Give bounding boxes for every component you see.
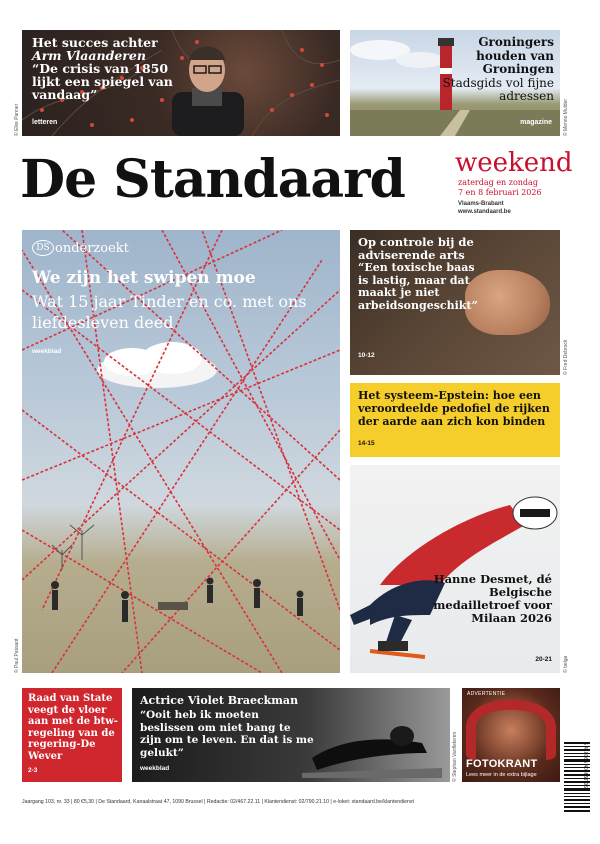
date-line-1: zaterdag en zondag [458,178,538,187]
region-info [458,200,511,216]
fotokrant-title: FOTOKRANT [466,758,538,770]
teaser-title: Actrice Violet Braeckman [140,694,299,707]
teaser-title [32,36,197,101]
teaser-title-text: Groningers houden van Groningen [476,35,554,76]
teaser-adviserende-arts[interactable] [350,230,560,375]
teaser-arm-vlaanderen[interactable] [22,30,340,136]
photo-credit: © Menno Mulder [563,98,569,136]
main-feature-tinder[interactable] [22,230,340,673]
main-subheadline: Wat 15 jaar Tinder en co. met ons liefdesleven deed [32,292,307,332]
teaser-name: Arm Vlaanderen [32,48,146,63]
advertisement-label: ADVERTENTIE [467,691,506,697]
teaser-title: Op controle bij de adviserende arts [358,235,474,262]
teaser-raad-van-state[interactable] [22,688,122,782]
edition-label: weekend [455,148,573,178]
date-line-2: 7 en 8 februari 2026 [458,187,542,197]
teaser-title-text: Het succes achter [32,35,158,50]
section-tag: letteren [32,119,58,126]
section-tag: weekblad [140,765,170,772]
reclining-woman-photo [302,708,442,778]
speed-skater-photo [350,465,560,673]
teaser-quote: “Een toxische baas is lastig, maar dat maakt je niet arbeidsongeschikt” [358,261,478,312]
ds-logo-icon: DS [32,240,54,256]
section-tag: magazine [520,119,552,126]
photo-credit: © Paul Passant [14,638,20,673]
teaser-title: Het systeem-Epstein: hoe een veroordeelde pedofiel de rijken der aarde aan zich kon binden [358,389,550,428]
page-ref: 20-21 [535,656,552,663]
teaser-title: Hanne Desmet, dé Belgische medailletroef voor Milaan 2026 [433,572,552,625]
newspaper-logo: De Standaard [20,149,405,210]
section-tag: weekblad [32,348,62,355]
photo-credit: © Stephan Vanfleteren [452,731,458,782]
teaser-groningen[interactable] [350,30,560,136]
teaser-epstein[interactable] [350,383,560,457]
teaser-subtitle: Stadsgids vol fijne adressen [442,75,554,103]
fotokrant-subtitle: Lees meer in de extra bijlage [466,772,537,778]
portrait-scarf [466,700,556,760]
ds-onderzoekt-badge [32,240,129,256]
main-headline: We zijn het swipen moe [32,268,256,288]
fotokrant-ad[interactable] [462,688,560,782]
barcode-number: 5 410365 403657 06 [582,742,588,788]
dateline [458,178,578,197]
site-url: www.standaard.be [458,209,511,215]
photo-credit: © Elke Panner [14,103,20,136]
page-ref: 10-12 [358,352,375,359]
page-ref: 2-3 [28,767,38,774]
teaser-violet-braeckman[interactable] [132,688,450,782]
teaser-quote: “Ooit heb ik moeten beslissen om niet bang te zijn om te leven. En dat is me gelukt” [140,709,314,759]
teaser-quote: “De crisis van 1850 lijkt een spiegel van vandaag” [32,61,173,102]
teaser-title: Raad van State veegt de vloer aan met de btw-regeling van de regering-De Wever [28,693,118,762]
footer-imprint: Jaargang 103, nr. 33 | 80 €5,30 | De Standaard, Kanaalstraat 47, 1090 Brussel | Redactie: 02/467.22.11 | Klantendienst: 02/790.21.10 | e-loket: standaard.be/klantendienst [22,799,414,805]
photo-credit: © belga [563,655,569,673]
photo-credit: © Fred Debrock [563,339,569,375]
badge-word: onderzoekt [55,240,129,256]
teaser-title [442,36,554,104]
region-name: Vlaams-Brabant [458,201,504,207]
teaser-hanne-desmet[interactable] [350,465,560,673]
page-ref: 14-15 [358,440,375,447]
